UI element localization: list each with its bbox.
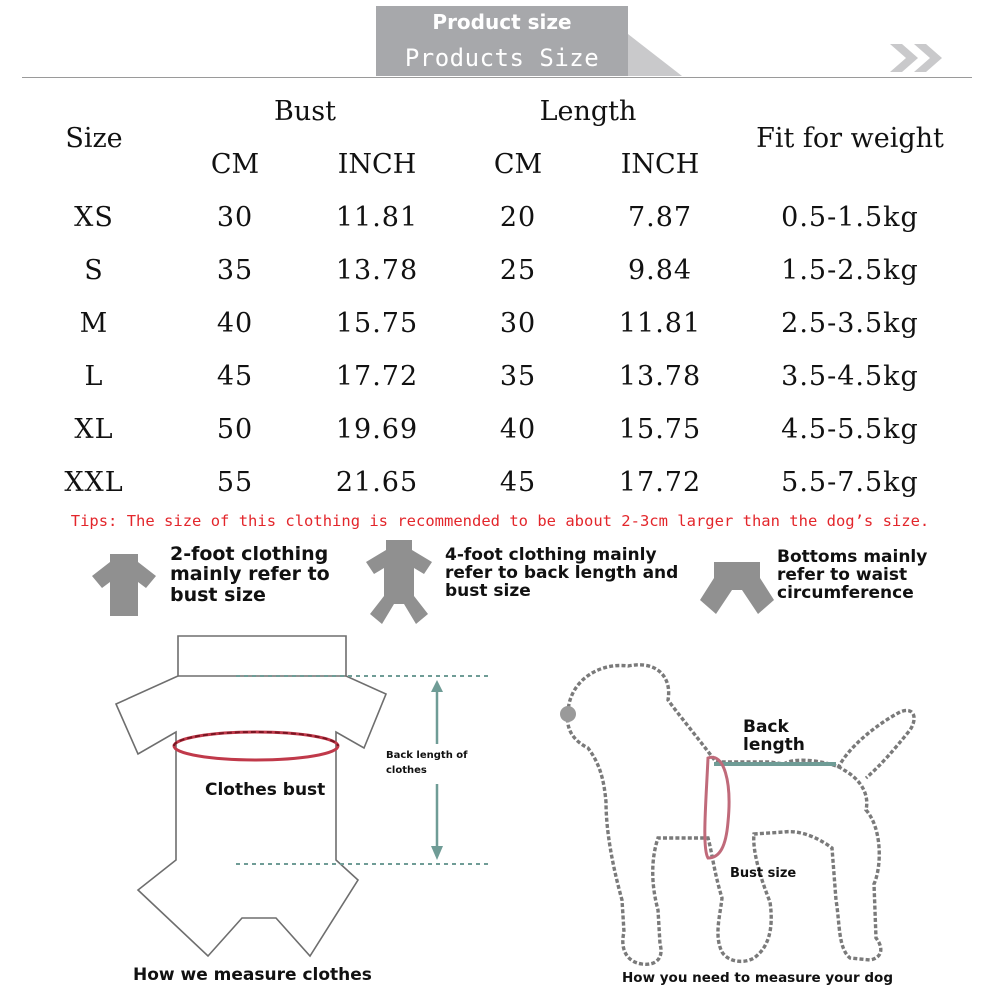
- weight-cell: 0.5-1.5kg: [781, 202, 919, 233]
- length-cm-cell: 35: [499, 361, 537, 392]
- header-divider: [22, 77, 972, 78]
- unit-header: INCH: [337, 149, 417, 180]
- weight-header: Fit for weight: [756, 123, 944, 154]
- clothes-bust-label: Clothes bust: [205, 780, 326, 800]
- length-cm-cell: 45: [499, 467, 537, 498]
- header-subtitle: Products Size: [404, 44, 600, 72]
- weight-cell: 2.5-3.5kg: [781, 308, 919, 339]
- length-header: Length: [539, 96, 637, 127]
- tips-text: Tips: The size of this clothing is recommended to be about 2-3cm larger than the dog’s size.: [70, 512, 930, 530]
- bust-inch-cell: 15.75: [335, 308, 419, 339]
- bust-cm-cell: 30: [216, 202, 254, 233]
- size-cell: XL: [74, 414, 114, 445]
- table-row: [0, 361, 1000, 414]
- length-cm-cell: 20: [499, 202, 537, 233]
- bust-inch-cell: 19.69: [335, 414, 419, 445]
- table-row: [0, 414, 1000, 467]
- bottoms-icon: [698, 560, 776, 616]
- weight-cell: 3.5-4.5kg: [781, 361, 919, 392]
- dog-measure-diagram: [548, 652, 928, 972]
- bust-cm-cell: 55: [216, 467, 254, 498]
- two-foot-note: 2-foot clothing mainly refer to bust size: [170, 543, 330, 606]
- weight-cell: 5.5-7.5kg: [781, 467, 919, 498]
- dog-bust-size-label: Bust size: [730, 866, 797, 881]
- four-foot-note: 4-foot clothing mainly refer to back length and bust size: [445, 545, 679, 602]
- size-cell: L: [84, 361, 104, 392]
- table-row: [0, 255, 1000, 308]
- length-inch-cell: 7.87: [627, 202, 693, 233]
- table-row: [0, 202, 1000, 255]
- length-cm-cell: 25: [499, 255, 537, 286]
- bust-cm-cell: 45: [216, 361, 254, 392]
- clothes-caption: How we measure clothes: [133, 965, 372, 985]
- banner-shadow: [628, 34, 682, 76]
- length-inch-cell: 17.72: [618, 467, 702, 498]
- bust-inch-cell: 21.65: [335, 467, 419, 498]
- unit-header: INCH: [620, 149, 700, 180]
- dog-caption: How you need to measure your dog: [622, 970, 893, 986]
- bust-cm-cell: 40: [216, 308, 254, 339]
- header-title: Product size: [432, 10, 572, 34]
- size-header: Size: [65, 123, 123, 154]
- length-inch-cell: 9.84: [627, 255, 693, 286]
- weight-cell: 4.5-5.5kg: [781, 414, 919, 445]
- dog-back-length-label: [743, 719, 803, 755]
- size-cell: M: [79, 308, 109, 339]
- size-cell: XS: [74, 202, 114, 233]
- double-chevron-right-icon: [888, 40, 950, 76]
- bust-cm-cell: 50: [216, 414, 254, 445]
- four-foot-jumpsuit-icon: [358, 538, 440, 626]
- length-inch-cell: 15.75: [618, 414, 702, 445]
- bust-inch-cell: 17.72: [335, 361, 419, 392]
- bust-header: Bust: [274, 96, 336, 127]
- bust-inch-cell: 13.78: [335, 255, 419, 286]
- unit-header: CM: [493, 149, 543, 180]
- bust-inch-cell: 11.81: [335, 202, 419, 233]
- weight-cell: 1.5-2.5kg: [781, 255, 919, 286]
- size-cell: S: [84, 255, 104, 286]
- size-cell: XXL: [64, 467, 124, 498]
- two-foot-shirt-icon: [88, 548, 160, 620]
- length-inch-cell: 11.81: [618, 308, 702, 339]
- dog-back-length-text: Back length: [743, 717, 805, 755]
- back-length-clothes-label: Back length of clothes: [386, 750, 468, 776]
- length-inch-cell: 13.78: [618, 361, 702, 392]
- bust-cm-cell: 35: [216, 255, 254, 286]
- length-cm-cell: 30: [499, 308, 537, 339]
- unit-header: CM: [210, 149, 260, 180]
- table-row: [0, 467, 1000, 507]
- bottoms-note: Bottoms mainly refer to waist circumference: [777, 547, 928, 604]
- table-row: [0, 308, 1000, 361]
- length-cm-cell: 40: [499, 414, 537, 445]
